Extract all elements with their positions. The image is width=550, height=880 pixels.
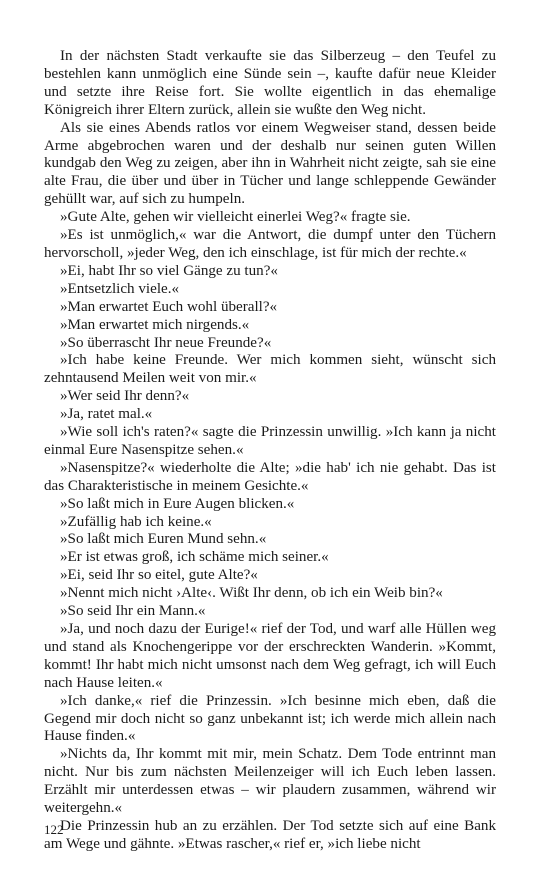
paragraph: »Ei, habt Ihr so viel Gänge zu tun?« [60,262,278,279]
paragraph: Als sie eines Abends ratlos vor einem Wegweiser stand, dessen beide Arme abgebrochen waren und der deshalb nur seinen guten Willen kundgab den Weg zu zeigen, aber ihn in Wahrheit nicht zeigte, sah sie eine alte Frau, die über und über in Tücher und lange schleppende Gewänder gehüllt war, auf sich zu humpeln. [44,119,496,208]
paragraph: »So laßt mich in Eure Augen blicken.« [60,495,295,512]
paragraph: »So seid Ihr ein Mann.« [60,603,206,620]
paragraph: »Ja, ratet mal.« [60,406,153,423]
paragraph: »Wie soll ich's raten?« sagte die Prinzessin unwillig. »Ich kann ja nicht einmal Eure Nasenspitze sehen.« [44,424,496,458]
paragraph: »Nennt mich nicht ›Alte‹. Wißt Ihr denn, ob ich ein Weib bin?« [60,585,443,602]
paragraph: »Ja, und noch dazu der Eurige!« rief der Tod, und warf alle Hüllen weg und stand als Knochengerippe vor der erschreckten Wanderin. »Kommt, kommt! Ihr habt mich nicht umsonst nach dem Weg gefragt, ich will Euch nach Hause leiten.« [44,621,496,691]
paragraph: »Man erwartet Euch wohl überall?« [60,298,278,315]
page-number: 122 [44,822,64,837]
page-body [44,48,496,854]
paragraph: »So laßt mich Euren Mund sehn.« [60,531,267,548]
paragraph: Die Prinzessin hub an zu erzählen. Der Tod setzte sich auf eine Bank am Wege und gähnte. »Etwas rascher,« rief er, »ich liebe nicht [44,817,496,852]
paragraph: »Zufällig hab ich keine.« [60,513,212,530]
paragraph: »So überrascht Ihr neue Freunde?« [60,334,272,351]
paragraph: »Er ist etwas groß, ich schäme mich seiner.« [60,549,329,566]
paragraph: »Ich danke,« rief die Prinzessin. »Ich besinne mich eben, daß die Gegend mir doch nicht so ganz unbekannt ist; ich werde mich allein nach Hause finden.« [44,692,496,745]
paragraph: »Gute Alte, gehen wir vielleicht einerlei Weg?« fragte sie. [60,209,411,226]
paragraph: »Entsetzlich viele.« [60,280,180,297]
paragraph: »Wer seid Ihr denn?« [60,388,190,405]
paragraph: In der nächsten Stadt verkaufte sie das Silberzeug – den Teufel zu bestehlen kann unmöglich eine Sünde sein –, kaufte dafür neue Kleider und setzte ihre Reise fort. Sie wollte eigentlich in das ehemalige Königreich ihrer Eltern zurück, allein sie wußte den Weg nicht. [44,48,496,118]
paragraph: »Ich habe keine Freunde. Wer mich kommen sieht, wünscht sich zehntausend Meilen weit von mir.« [44,352,496,387]
paragraph: »Nichts da, Ihr kommt mit mir, mein Schatz. Dem Tode entrinnt man nicht. Nur bis zum nächsten Meilenzeiger will ich Euch leben lassen. Erzählt mir unterdessen etwas – wir plaudern zusammen, während wir weitergehn.« [44,746,496,817]
paragraph: »Ei, seid Ihr so eitel, gute Alte?« [60,567,258,584]
paragraph: »Es ist unmöglich,« war die Antwort, die dumpf unter den Tüchern hervorscholl, »jeder Weg, den ich einschlage, ist für mich der rechte.« [44,227,496,261]
paragraph: »Man erwartet mich nirgends.« [60,316,250,333]
paragraph: »Nasenspitze?« wiederholte die Alte; »die hab' ich nie gehabt. Das ist das Charakteristische in meinem Gesichte.« [44,459,496,494]
